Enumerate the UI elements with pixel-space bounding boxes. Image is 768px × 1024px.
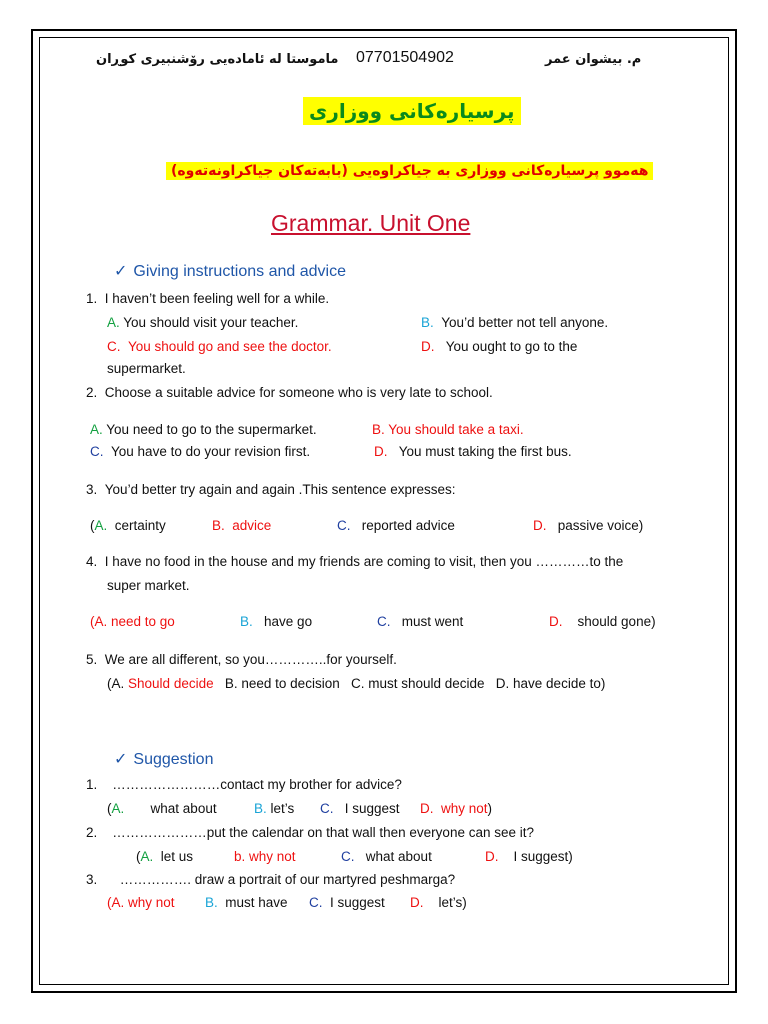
option-b: B. let’s <box>254 801 295 816</box>
option-c: C. You have to do your revision first. <box>90 444 311 459</box>
option-d-continued: supermarket. <box>107 361 186 376</box>
option-d: D. I suggest) <box>485 849 573 864</box>
question-4-continued: super market. <box>107 578 190 593</box>
phone-number: 07701504902 <box>356 49 454 66</box>
suggestion-question-2: 2. …………………put the calendar on that wall then everyone can see it? <box>86 825 534 840</box>
question-5: 5. We are all different, so you…………..for yourself. <box>86 652 397 667</box>
option-a: (A. certainty <box>90 518 166 533</box>
kurdish-title: پرسیارەکانی ووزاری <box>303 97 521 125</box>
option-c: C. I suggest <box>309 895 385 910</box>
option-b: b. why not <box>234 849 296 864</box>
question-4: 4. I have no food in the house and my friends are coming to visit, then you …………to the <box>86 554 624 569</box>
checkmark-icon: ✓ <box>114 263 128 280</box>
option-c: C. must went <box>377 614 464 629</box>
option-c: C. I suggest <box>320 801 400 816</box>
school-name: ماموستا له ئامادەیی رۆشنبیری کوڕان <box>96 52 339 67</box>
option-b: B. You should take a taxi. <box>372 422 524 437</box>
question-3: 3. You’d better try again and again .This sentence expresses: <box>86 482 456 497</box>
kurdish-subtitle: هەموو پرسیارەکانی ووزاری بە جیاکراوەیی (بابەتەکان جیاکراونەتەوە) <box>166 162 653 180</box>
option-d: D. why not) <box>420 801 493 816</box>
option-b: B. advice <box>212 518 272 533</box>
option-d: D. You must taking the first bus. <box>374 444 572 459</box>
option-a: (A. need to go <box>90 614 175 629</box>
option-b: B. have go <box>240 614 313 629</box>
section-title: Suggestion <box>133 751 214 768</box>
option-a: (A. let us <box>136 849 194 864</box>
option-c: C. reported advice <box>337 518 455 533</box>
option-b: B. You’d better not tell anyone. <box>421 315 609 330</box>
section-title: Giving instructions and advice <box>133 263 346 280</box>
option-a: (A. what about <box>107 801 217 816</box>
option-d: D. should gone) <box>549 614 656 629</box>
question-1: 1. I haven’t been feeling well for a while. <box>86 291 330 306</box>
checkmark-icon: ✓ <box>114 751 128 768</box>
option-a: A. You need to go to the supermarket. <box>90 422 317 437</box>
option-d: D. passive voice) <box>533 518 644 533</box>
suggestion-question-1: 1. ……………………contact my brother for advice? <box>86 777 402 792</box>
question-5-options: (A. Should decide B. need to decision C. must should decide D. have decide to) <box>107 676 606 691</box>
option-c: C. what about <box>341 849 432 864</box>
section-giving-advice <box>114 261 346 281</box>
question-2: 2. Choose a suitable advice for someone who is very late to school. <box>86 385 493 400</box>
option-b: B. must have <box>205 895 288 910</box>
section-suggestion <box>114 749 213 769</box>
suggestion-question-3: 3. ……………. draw a portrait of our martyred peshmarga? <box>86 872 456 887</box>
option-d: D. You ought to go to the <box>421 339 578 354</box>
option-c: C. You should go and see the doctor. <box>107 339 332 354</box>
option-a: (A. why not <box>107 895 175 910</box>
option-d: D. let’s) <box>410 895 467 910</box>
main-title: Grammar. Unit One <box>271 210 471 236</box>
option-a: A. You should visit your teacher. <box>107 315 299 330</box>
teacher-name: م. بیشوان عمر <box>545 52 642 67</box>
